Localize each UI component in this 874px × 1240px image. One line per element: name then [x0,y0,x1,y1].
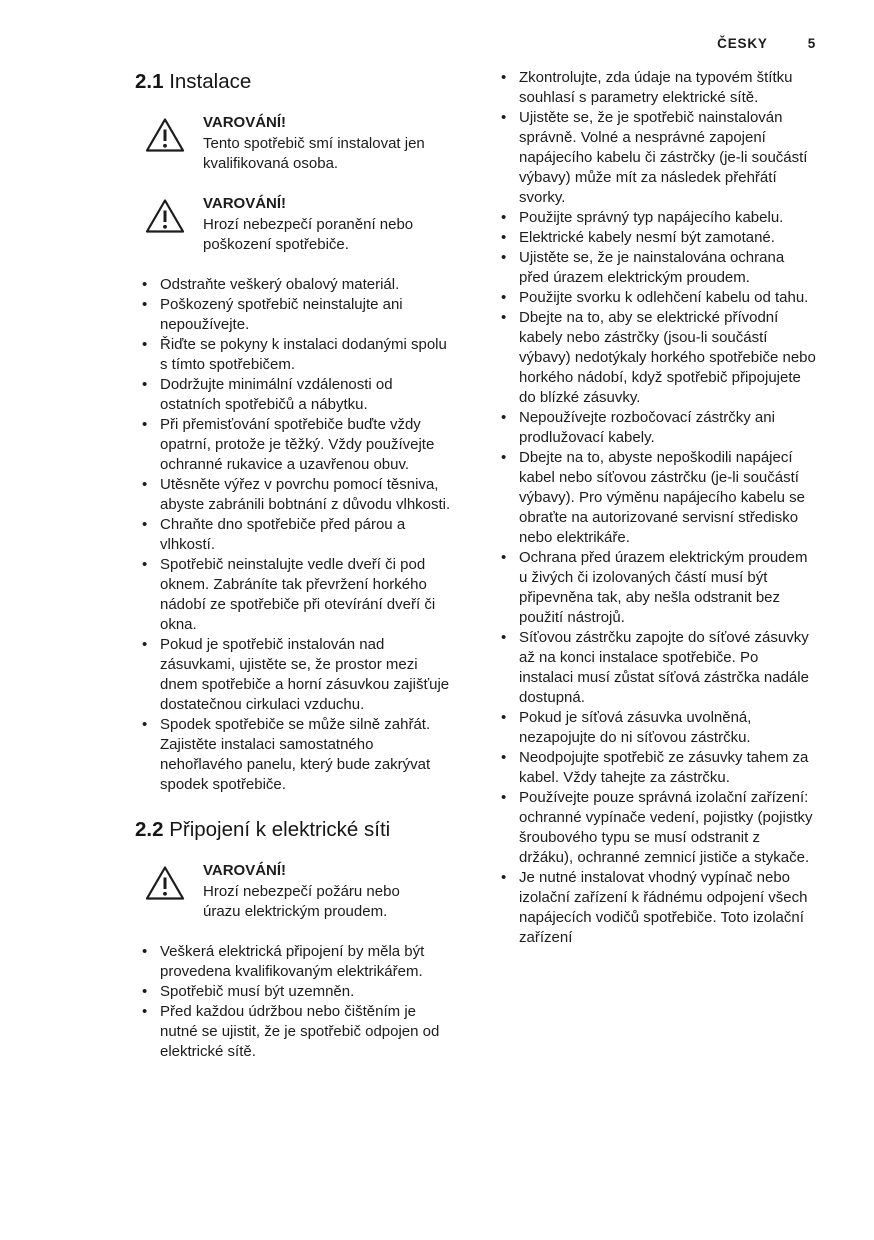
list-item: • Použijte svorku k odlehčení kabelu od tahu. [494,288,816,308]
list-item: • Poškozený spotřebič neinstalujte ani nepoužívejte. [135,295,457,335]
list-item: • Veškerá elektrická připojení by měla být provedena kvalifikovaným elektrikářem. [135,942,457,982]
warning-triangle-icon [144,113,186,174]
list-item: • Utěsněte výřez v povrchu pomocí těsniva, abyste zabránili bobtnání z důvodu vlhkosti. [135,475,457,515]
section-title: Připojení k elektrické síti [169,818,391,841]
warning-title: VAROVÁNÍ! [203,862,287,879]
electrical-bullet-list-right [494,68,816,948]
list-item: • Dbejte na to, aby se elektrické přívodní kabely nebo zástrčky (jsou-li součástí výbavy) nedotýkaly horkého spotřebiče nebo horkého nádobí, když spotřebič připojujete do blízké zásuvky. [494,308,816,408]
list-item: • Používejte pouze správná izolační zařízení: ochranné vypínače vedení, pojistky (pojistky šroubového typu se musí odstranit z držáku), ochranné zemnicí jističe a stykače. [494,788,816,868]
electrical-bullet-list-left [135,942,457,1062]
list-item: • Dbejte na to, abyste nepoškodili napájecí kabel nebo síťovou zástrčku (je-li součástí výbavy). Pro výměnu napájecího kabelu se obraťte na autorizované servisní středisko nebo elektrikáře. [494,448,816,548]
warning-title: VAROVÁNÍ! [203,195,287,212]
warning-text: Hrozí nebezpečí požáru nebo úrazu elektrickým proudem. [203,883,400,920]
list-item: • Odstraňte veškerý obalový materiál. [135,275,457,295]
warning-body [203,861,427,922]
header-language: ČESKY [717,36,768,51]
warning-body [203,113,427,174]
list-item: • Pokud je spotřebič instalován nad zásuvkami, ujistěte se, že prostor mezi dnem spotřebiče a horní zásuvkou zajišťuje dostatečnou cirkulaci vzduchu. [135,635,457,715]
list-item: • Dodržujte minimální vzdálenosti od ostatních spotřebičů a nábytku. [135,375,457,415]
warning-triangle-icon [144,861,186,922]
list-item: • Před každou údržbou nebo čištěním je nutné se ujistit, že je spotřebič odpojen od elektrické sítě. [135,1002,457,1062]
installation-bullet-list [135,275,457,795]
left-column [135,65,457,1062]
page-header [135,36,816,51]
warning-block [144,861,457,922]
list-item: • Je nutné instalovat vhodný vypínač nebo izolační zařízení k řádnému odpojení všech napájecích vodičů spotřebiče. Toto izolační zařízení [494,868,816,948]
section-number: 2.1 [135,70,164,93]
list-item: • Síťovou zástrčku zapojte do síťové zásuvky až na konci instalace spotřebiče. Po instalaci musí zůstat síťová zástrčka nadále dostupná. [494,628,816,708]
list-item: • Elektrické kabely nesmí být zamotané. [494,228,816,248]
section-heading-installation [135,69,457,95]
warning-body [203,194,427,255]
list-item: • Zkontrolujte, zda údaje na typovém štítku souhlasí s parametry elektrické sítě. [494,68,816,108]
list-item: • Pokud je síťová zásuvka uvolněná, nezapojujte do ni síťovou zástrčku. [494,708,816,748]
list-item: • Spotřebič neinstalujte vedle dveří či pod oknem. Zabráníte tak převržení horkého nádobí ze spotřebiče při otevírání dveří či okna. [135,555,457,635]
list-item: • Neodpojujte spotřebič ze zásuvky tahem za kabel. Vždy tahejte za zástrčku. [494,748,816,788]
list-item: • Spotřebič musí být uzemněn. [135,982,457,1002]
list-item: • Řiďte se pokyny k instalaci dodanými spolu s tímto spotřebičem. [135,335,457,375]
warning-text: Hrozí nebezpečí poranění nebo poškození spotřebiče. [203,216,414,253]
warning-block [144,194,457,255]
list-item: • Při přemisťování spotřebiče buďte vždy opatrní, protože je těžký. Vždy používejte ochranné rukavice a uzavřenou obuv. [135,415,457,475]
warning-text: Tento spotřebič smí instalovat jen kvalifikovaná osoba. [203,135,425,172]
section-title: Instalace [169,70,252,93]
section-number: 2.2 [135,818,164,841]
list-item: • Ujistěte se, že je spotřebič nainstalován správně. Volné a nesprávné zapojení napájecího kabelu či zástrčky (je-li součástí výbavy) může mít za následek přehřátí svorky. [494,108,816,208]
list-item: • Použijte správný typ napájecího kabelu. [494,208,816,228]
list-item: • Ujistěte se, že je nainstalována ochrana před úrazem elektrickým proudem. [494,248,816,288]
header-page-number: 5 [807,36,816,51]
warning-triangle-icon [144,194,186,255]
warning-title: VAROVÁNÍ! [203,114,287,131]
list-item: • Spodek spotřebiče se může silně zahřát. Zajistěte instalaci samostatného nehořlavého panelu, který bude zakrývat spodek spotřebiče. [135,715,457,795]
warning-block [144,113,457,174]
list-item: • Chraňte dno spotřebiče před párou a vlhkostí. [135,515,457,555]
section-heading-electrical [135,817,457,843]
list-item: • Nepoužívejte rozbočovací zástrčky ani prodlužovací kabely. [494,408,816,448]
two-column-layout [135,65,816,1062]
list-item: • Ochrana před úrazem elektrickým proudem u živých či izolovaných částí musí být připevněna tak, aby nešla odstranit bez použití nástrojů. [494,548,816,628]
right-column [494,65,816,948]
